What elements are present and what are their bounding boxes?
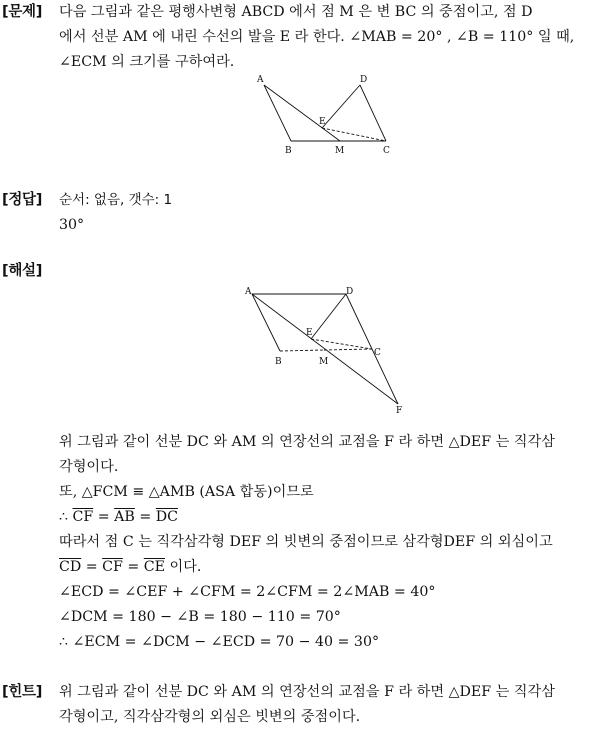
label-b: B [275,357,282,367]
label-c: C [374,348,381,358]
therefore-symbol: ∴ [59,509,73,525]
answer-text [59,188,592,238]
label-d: D [346,287,354,297]
solution-line: ∠DCM = 180 − ∠B = 180 − 110 = 70° [59,609,341,625]
segment-label: $\overline{DC}$ [155,509,178,525]
label-b: B [285,146,292,156]
solution-text-suffix: 이다. [165,559,202,575]
segment-ec [311,339,372,349]
label-a: A [245,287,252,297]
solution-line-segments [59,555,592,580]
equals-sign: = [81,559,103,575]
label-e: E [306,328,313,338]
hint-line: 위 그림과 같이 선분 DC 와 AM 의 연장선의 교점을 F 라 하면 △DEF 는 직각삼 [59,684,555,700]
label-c: C [383,146,390,156]
label-e: E [319,117,326,127]
segment-dc [360,85,386,141]
solution-text [59,430,592,655]
answer-meta: 순서: 없음, 갯수: 1 [59,192,173,208]
solution-line-segments [59,505,592,530]
segment-label: $\overline{CD}$ [59,559,82,575]
label-d: D [360,75,368,85]
solution-line: 위 그림과 같이 선분 DC 와 AM 의 연장선의 교점을 F 라 하면 △DEF 는 직각삼 [59,434,555,450]
problem-line: ∠ECM 의 크기를 구하여라. [59,54,235,70]
solution-figure [0,259,592,424]
label-f: F [396,406,403,416]
equals-sign: = [122,559,144,575]
solution-line: 또, △FCM ≡ △AMB (ASA 합동)이므로 [59,484,314,500]
segment-bm [280,350,324,351]
answer-value: 30° [59,217,85,233]
hint-text [59,680,592,730]
hint-line: 각형이고, 직각삼각형의 외심은 빗변의 중점이다. [59,709,361,725]
segment-label: $\overline{CE}$ [143,559,165,575]
segment-de [322,85,360,128]
label-m: M [319,357,329,367]
segment-ab [252,294,280,351]
answer-tag: [정답] [2,192,43,208]
segment-ab [264,85,291,141]
equals-sign: = [134,509,156,525]
solution-line: ∴ ∠ECM = ∠DCM − ∠ECD = 70 − 40 = 30° [59,634,380,650]
segment-label: $\overline{AB}$ [114,509,135,525]
label-a: A [257,75,264,85]
problem-line: 다음 그림과 같은 평행사변형 ABCD 에서 점 M 은 변 BC 의 중점이고, 점 D [59,4,533,20]
segment-am [264,85,340,141]
segment-de [311,294,346,339]
segment-label: $\overline{CF}$ [72,509,94,525]
solution-line: 따라서 점 C 는 직각삼각형 DEF 의 빗변의 중점이므로 삼각형DEF 의 외심이고 [59,534,553,550]
solution-line: 각형이다. [59,459,119,475]
equals-sign: = [93,509,115,525]
label-m: M [335,146,345,156]
hint-tag: [힌트] [2,684,43,700]
problem-figure [0,0,592,160]
solution-line: ∠ECD = ∠CEF + ∠CFM = 2∠CFM = 2∠MAB = 40° [59,584,436,600]
problem-tag: [문제] [2,4,43,20]
problem-line: 에서 선분 AM 에 내린 수선의 발을 E 라 한다. ∠MAB = 20° , ∠B = 110° 일 때, [59,29,575,45]
solution-tag: [해설] [2,263,43,279]
segment-label: $\overline{CF}$ [102,559,123,575]
segment-mc [324,349,372,350]
